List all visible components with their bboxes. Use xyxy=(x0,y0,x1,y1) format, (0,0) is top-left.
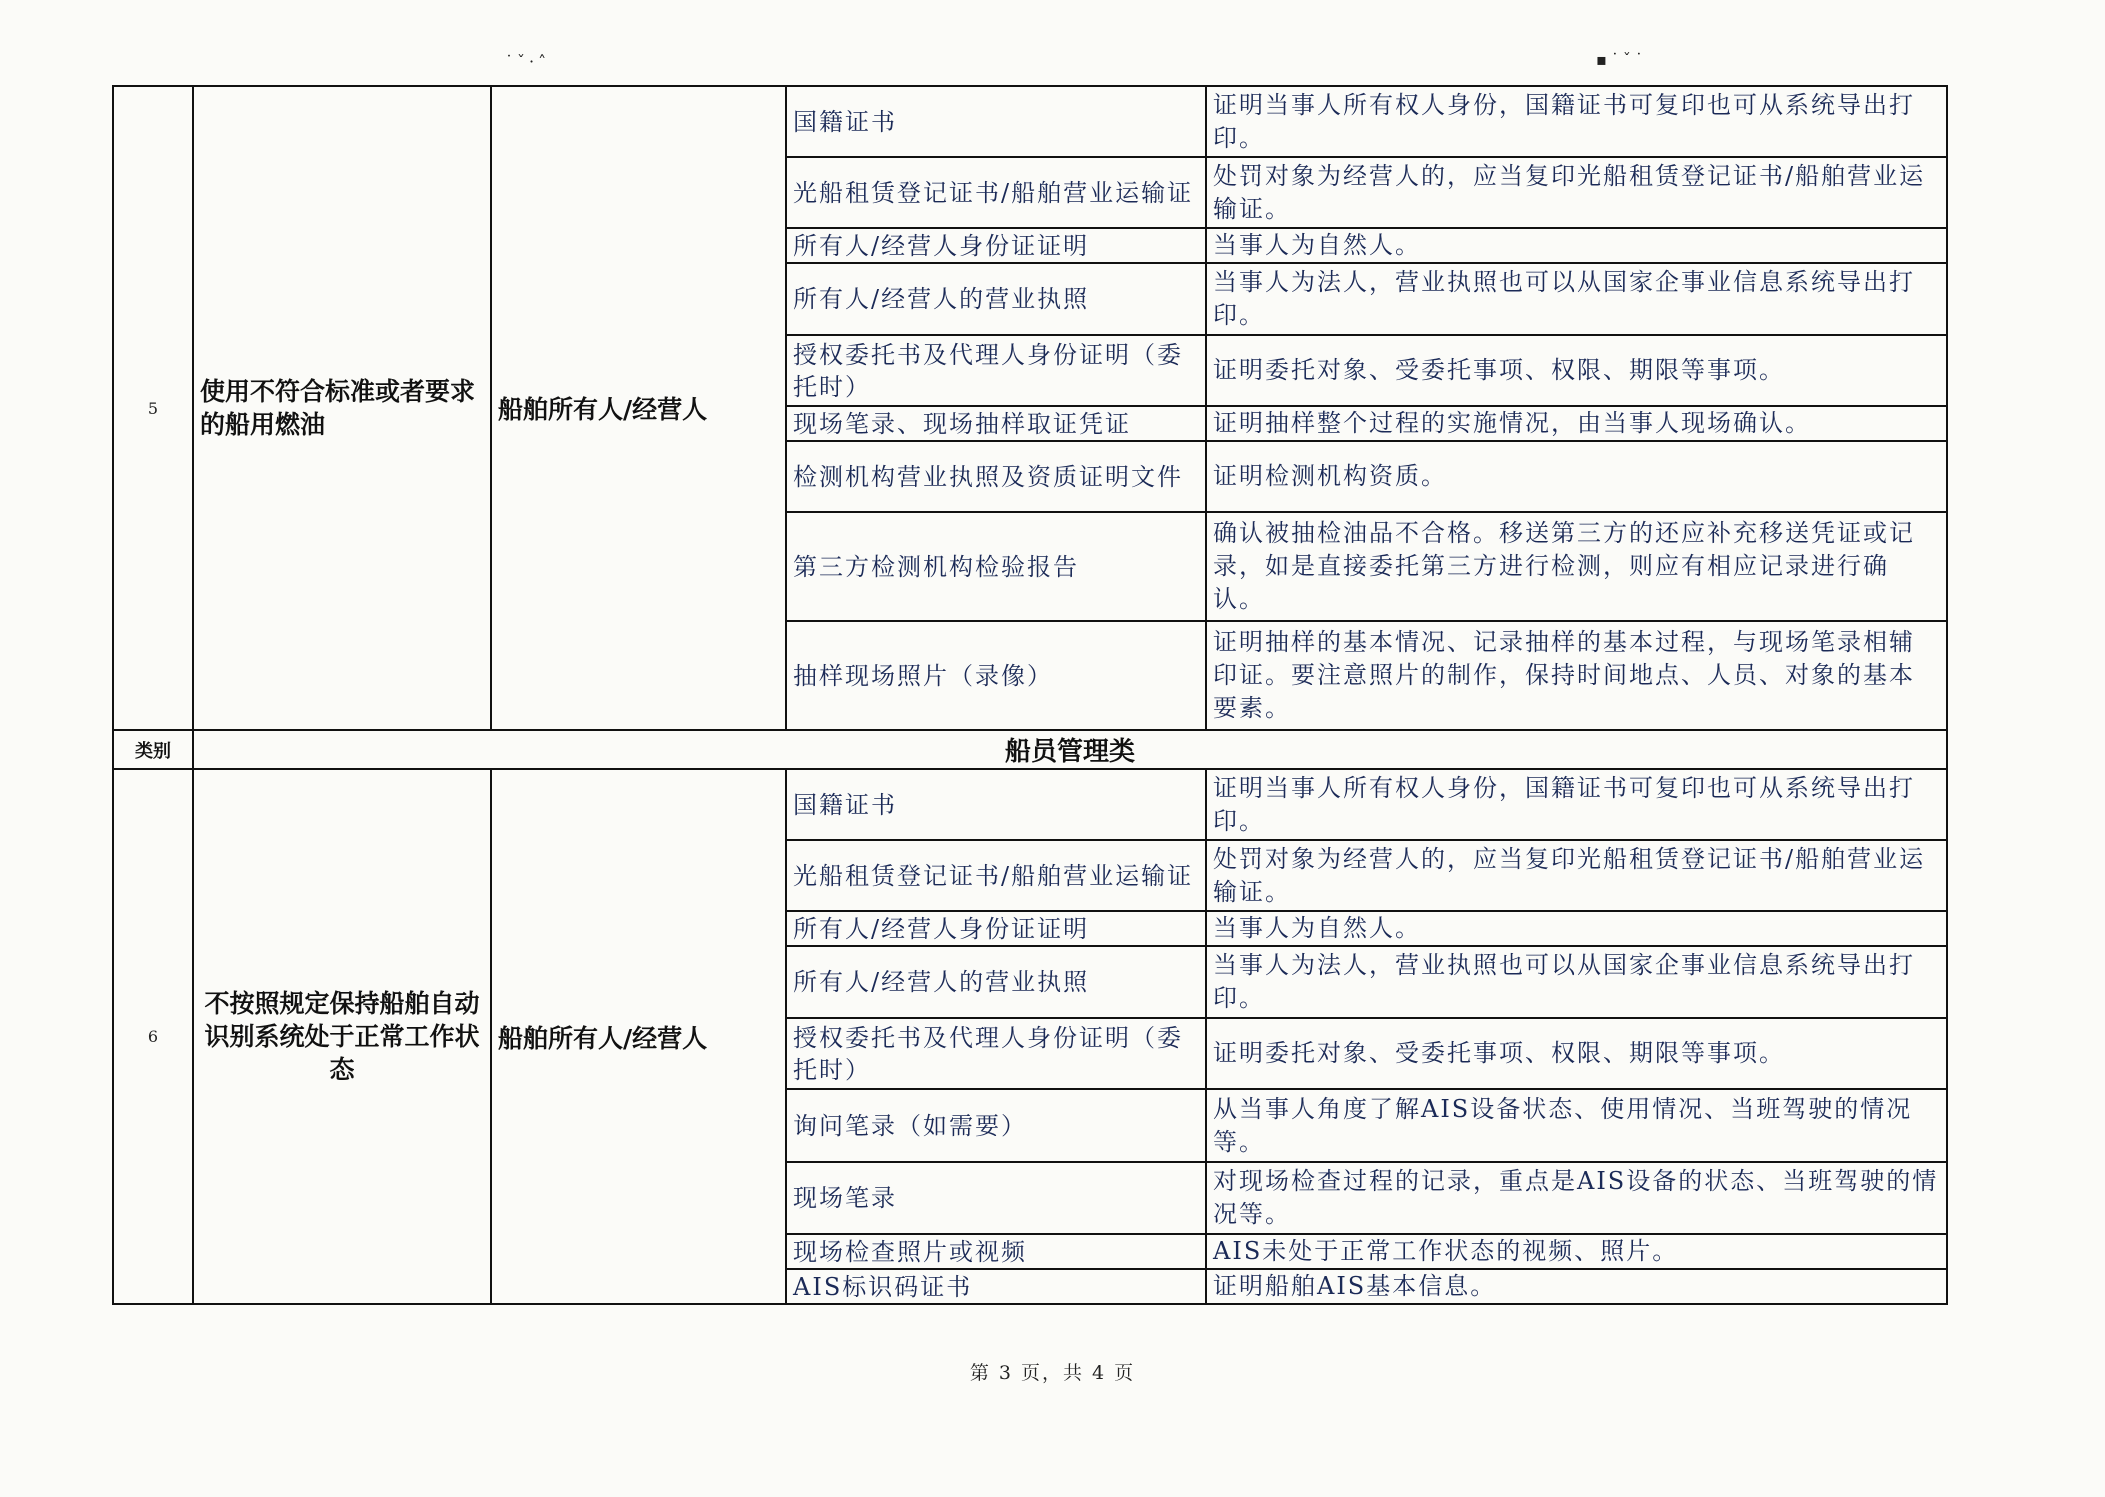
evidence-name: AIS标识码证书 xyxy=(786,1269,1206,1304)
evidence-note: 当事人为法人，营业执照也可以从国家企事业信息系统导出打印。 xyxy=(1206,946,1947,1018)
evidence-name: 抽样现场照片（录像） xyxy=(786,621,1206,730)
violation-item: 使用不符合标准或者要求的船用燃油 xyxy=(193,86,491,730)
evidence-note: 当事人为自然人。 xyxy=(1206,228,1947,263)
evidence-note: 从当事人角度了解AIS设备状态、使用情况、当班驾驶的情况等。 xyxy=(1206,1089,1947,1162)
evidence-note: 证明抽样的基本情况、记录抽样的基本过程，与现场笔录相辅印证。要注意照片的制作，保持时间地点、人员、对象的基本要素。 xyxy=(1206,621,1947,730)
evidence-name: 第三方检测机构检验报告 xyxy=(786,512,1206,621)
evidence-note: 对现场检查过程的记录，重点是AIS设备的状态、当班驾驶的情况等。 xyxy=(1206,1162,1947,1234)
scan-artifact-right: ▪˙ˇ˙ xyxy=(1596,50,1647,69)
section-5-rows xyxy=(113,86,1947,730)
evidence-name: 光船租赁登记证书/船舶营业运输证 xyxy=(786,157,1206,228)
evidence-name: 现场笔录 xyxy=(786,1162,1206,1234)
category-name: 船员管理类 xyxy=(193,730,1947,769)
evidence-name: 所有人/经营人身份证证明 xyxy=(786,228,1206,263)
evidence-name: 所有人/经营人的营业执照 xyxy=(786,946,1206,1018)
evidence-note: 证明抽样整个过程的实施情况，由当事人现场确认。 xyxy=(1206,406,1947,441)
table-row xyxy=(113,769,1947,840)
evidence-note: 当事人为自然人。 xyxy=(1206,911,1947,946)
item-number: 5 xyxy=(113,86,193,730)
responsible-party: 船舶所有人/经营人 xyxy=(491,86,786,730)
evidence-name: 光船租赁登记证书/船舶营业运输证 xyxy=(786,840,1206,911)
category-row xyxy=(113,730,1947,769)
item-number: 6 xyxy=(113,769,193,1304)
table-row xyxy=(113,730,1947,769)
evidence-note: AIS未处于正常工作状态的视频、照片。 xyxy=(1206,1234,1947,1269)
evidence-note: 证明当事人所有权人身份，国籍证书可复印也可从系统导出打印。 xyxy=(1206,769,1947,840)
violation-item: 不按照规定保持船舶自动识别系统处于正常工作状态 xyxy=(193,769,491,1304)
evidence-note: 处罚对象为经营人的，应当复印光船租赁登记证书/船舶营业运输证。 xyxy=(1206,840,1947,911)
evidence-note: 处罚对象为经营人的，应当复印光船租赁登记证书/船舶营业运输证。 xyxy=(1206,157,1947,228)
section-6-rows xyxy=(113,769,1947,1304)
evidence-note: 确认被抽检油品不合格。移送第三方的还应补充移送凭证或记录，如是直接委托第三方进行检测，则应有相应记录进行确认。 xyxy=(1206,512,1947,621)
evidence-name: 现场检查照片或视频 xyxy=(786,1234,1206,1269)
evidence-name: 现场笔录、现场抽样取证凭证 xyxy=(786,406,1206,441)
evidence-name: 国籍证书 xyxy=(786,769,1206,840)
evidence-note: 证明当事人所有权人身份，国籍证书可复印也可从系统导出打印。 xyxy=(1206,86,1947,157)
evidence-table xyxy=(112,85,1948,1305)
evidence-name: 所有人/经营人身份证证明 xyxy=(786,911,1206,946)
evidence-name: 授权委托书及代理人身份证明（委托时） xyxy=(786,1018,1206,1089)
evidence-name: 国籍证书 xyxy=(786,86,1206,157)
evidence-note: 当事人为法人，营业执照也可以从国家企事业信息系统导出打印。 xyxy=(1206,263,1947,335)
page-footer: 第 3 页，共 4 页 xyxy=(969,1362,1136,1384)
evidence-note: 证明船舶AIS基本信息。 xyxy=(1206,1269,1947,1304)
scan-artifact-left: ˙ˇ·˄ xyxy=(505,52,551,71)
responsible-party: 船舶所有人/经营人 xyxy=(491,769,786,1304)
evidence-name: 所有人/经营人的营业执照 xyxy=(786,263,1206,335)
evidence-name: 询问笔录（如需要） xyxy=(786,1089,1206,1162)
evidence-note: 证明检测机构资质。 xyxy=(1206,441,1947,512)
table-row xyxy=(113,86,1947,157)
category-label: 类别 xyxy=(113,730,193,769)
evidence-note: 证明委托对象、受委托事项、权限、期限等事项。 xyxy=(1206,335,1947,406)
evidence-note: 证明委托对象、受委托事项、权限、期限等事项。 xyxy=(1206,1018,1947,1089)
evidence-name: 授权委托书及代理人身份证明（委托时） xyxy=(786,335,1206,406)
evidence-name: 检测机构营业执照及资质证明文件 xyxy=(786,441,1206,512)
